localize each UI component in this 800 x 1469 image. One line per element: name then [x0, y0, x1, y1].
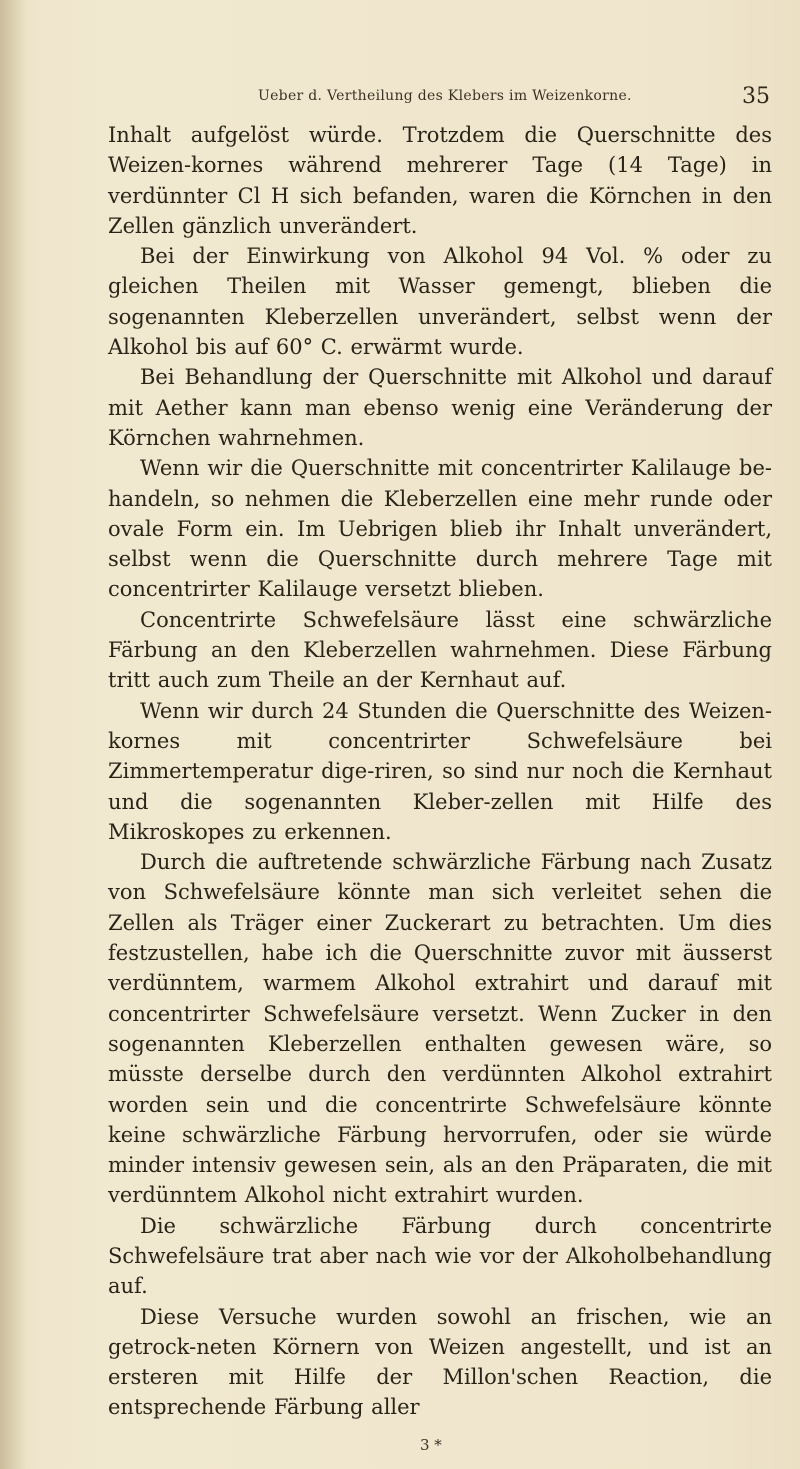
- paragraph-6: Wenn wir durch 24 Stunden die Querschnitte des Weizen-kornes mit concentrirter Schwefelsäure bei Zimmertemperatur dige-riren, so sind nur noch die Kernhaut und die sogenannten Kleber-zellen mit Hilfe des Mikroskopes zu erkennen.: [108, 698, 772, 844]
- body-text: [108, 120, 772, 1423]
- paragraph-7: Durch die auftretende schwärzliche Färbung nach Zusatz von Schwefelsäure könnte man sich verleitet sehen die Zellen als Träger einer Zuckerart zu betrachten. Um dies festzustellen, habe ich die Querschnitte zuvor mit äusserst verdünntem, warmem Alkohol extrahirt und darauf mit concentrirter Schwefelsäure versetzt. Wenn Zucker in den sogenannten Kleberzellen enthalten gewesen wäre, so müsste derselbe durch den verdünnten Alkohol extrahirt worden sein und die concentrirte Schwefelsäure könnte keine schwärzliche Färbung hervorrufen, oder sie würde minder intensiv gewesen sein, als an den Präparaten, die mit verdünntem Alkohol nicht extrahirt wurden.: [108, 850, 772, 1208]
- paragraph-8: Die schwärzliche Färbung durch concentrirte Schwefelsäure trat aber nach wie vor der Alkoholbehandlung auf.: [108, 1213, 772, 1299]
- paragraph-3: Bei Behandlung der Querschnitte mit Alkohol und darauf mit Aether kann man ebenso wenig eine Veränderung der Körnchen wahrnehmen.: [108, 365, 772, 450]
- page-number: 35: [742, 84, 770, 109]
- page-gutter-shadow: [0, 0, 26, 1469]
- paragraph-9: Diese Versuche wurden sowohl an frischen, wie an getrock-neten Körnern von Weizen angestellt, und ist an ersteren mit Hilfe der Millon'schen Reaction, die entsprechende Färbung aller: [108, 1304, 772, 1420]
- paragraph-5: Concentrirte Schwefelsäure lässt eine schwärzliche Färbung an den Kleberzellen wahrnehmen. Diese Färbung tritt auch zum Theile an der Kernhaut auf.: [108, 607, 772, 693]
- paragraph-2: Bei der Einwirkung von Alkohol 94 Vol. % oder zu gleichen Theilen mit Wasser gemengt, blieben die sogenannten Kleberzellen unverändert, selbst wenn der Alkohol bis auf 60° C. erwärmt wurde.: [108, 244, 772, 360]
- paragraph-1: Inhalt aufgelöst würde. Trotzdem die Querschnitte des Weizen-kornes während mehrerer Tage (14 Tage) in verdünnter Cl H sich befanden, waren die Körnchen in den Zellen gänzlich unverändert.: [108, 123, 772, 238]
- running-head: Ueber d. Vertheilung des Klebers im Weizenkorne.: [258, 88, 632, 104]
- page-header: [258, 84, 778, 114]
- paragraph-4: Wenn wir die Querschnitte mit concentrirter Kalilauge be-handeln, so nehmen die Kleberzellen eine mehr runde oder ovale Form ein. Im Uebrigen blieb ihr Inhalt unverändert, selbst wenn die Querschnitte durch mehrere Tage mit concentrirter Kalilauge versetzt blieben.: [108, 456, 772, 602]
- signature-mark: 3 *: [420, 1436, 442, 1454]
